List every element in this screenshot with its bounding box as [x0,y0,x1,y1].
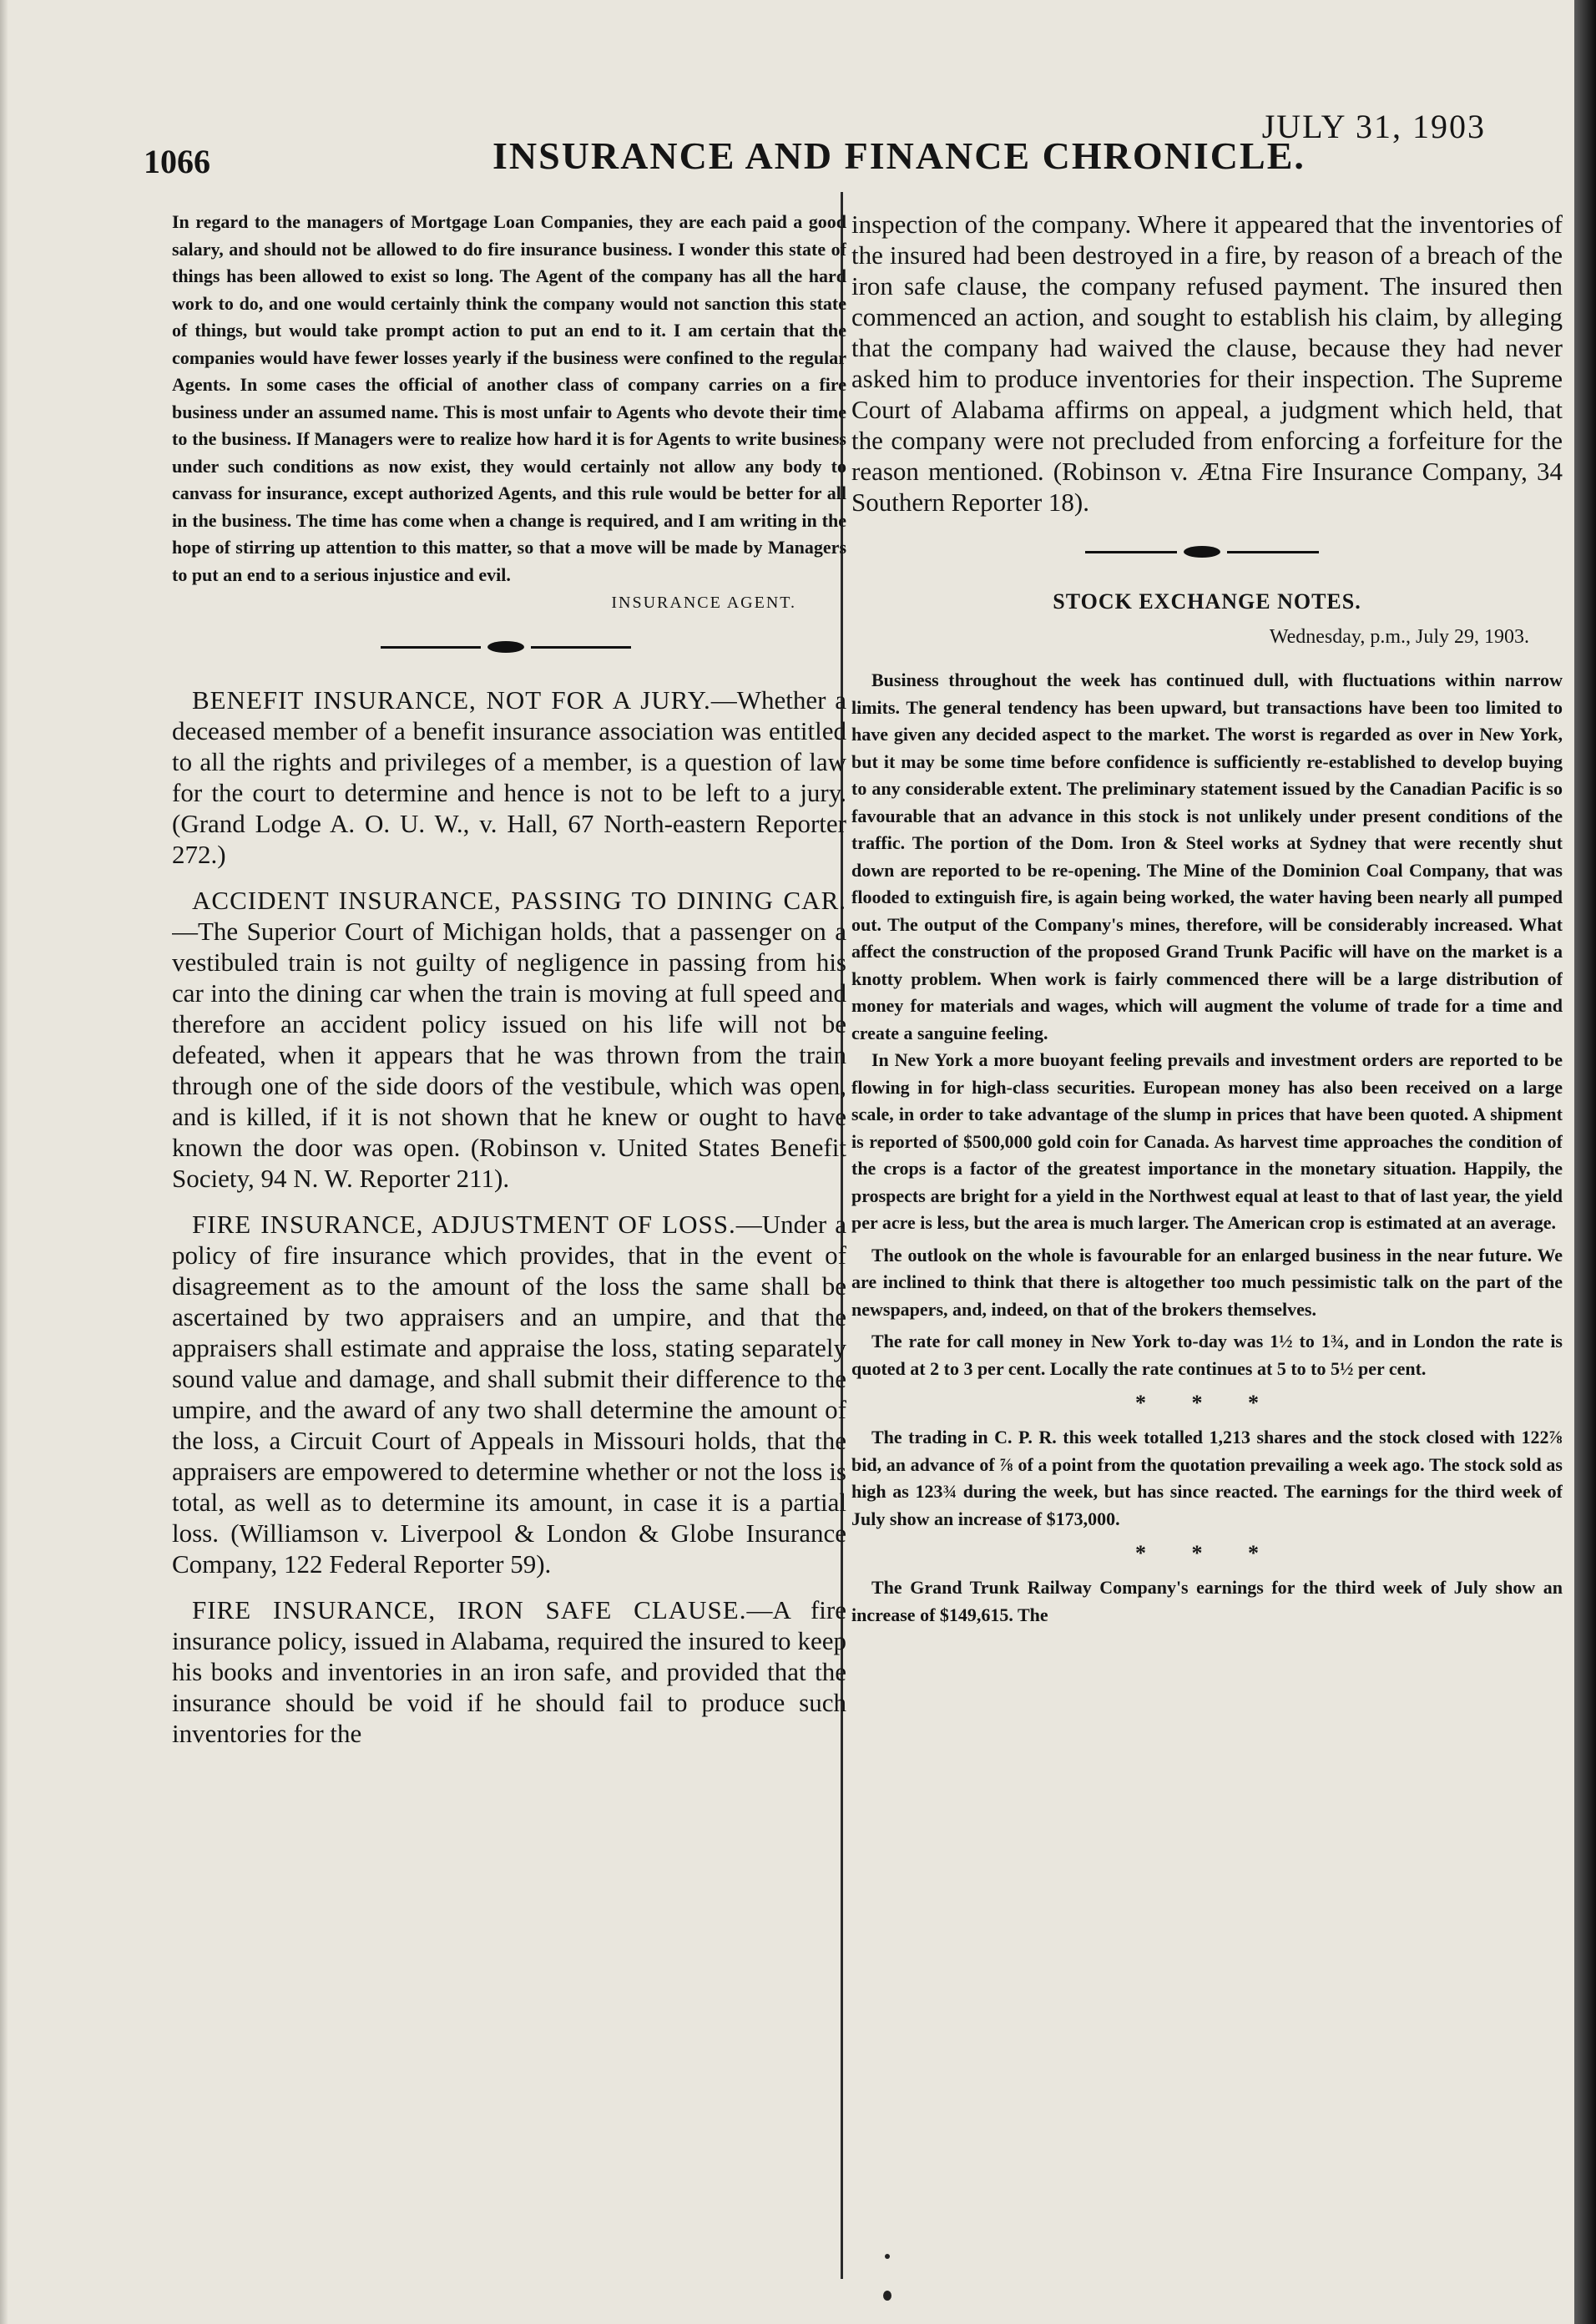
issue-date: JULY 31, 1903 [1261,108,1486,145]
stock-paragraph: Business throughout the week has continued dull, with fluctuations within narrow limits. The general tendency has been upward, but transactions have been too limited to have given any decided aspect to the market. The worst is regarded as over in New York, but it may be some time before confidence is sufficiently re-established to develop buying to any considerable extent. The preliminary statement issued by the Canadian Pacific is so favourable that an advance in this stock is not unlikely under present conditions of the traffic. The portion of the Dom. Iron & Steel works at Sydney that were recently shut down are reported to be re-opening. The Mine of the Dominion Coal Company, that was flooded to extinguish fire, is again being worked, the water having been nearly all pumped out. The output of the Company's mines, therefore, will be considerably increased. What affect the construction of the proposed Grand Trunk Pacific will have on the market is a knotty problem. When work is fairly commenced there will be a large distribution of money for materials and wages, which will augment the volume of trade for a time and create a sanguine feeling. [851,669,1563,1043]
ink-smudge [883,2291,891,2301]
section-stars: * * * [1135,1391,1279,1415]
item-body: —Under a policy of fire insurance which provides, that in the event of disagreement as to the amount of the loss the same shall be ascertained by two appraisers and an umpire, and that the appraisers shall estimate and appraise the loss, stating separately sound value and damage, and shall submit their difference to the umpire, and the award of any two shall determine the amount of the loss, a Circuit Court of Appeals in Missouri holds, that the appraisers are empowered to determine whether or not the loss is total, as well as to determine its amount, in case it is a partial loss. (Williamson v. Liverpool & London & Globe Insurance Company, 122 Federal Reporter 59). [172,1210,846,1579]
letter-signature: INSURANCE AGENT. [611,594,796,612]
iron-safe-continued: inspection of the company. Where it appeared that the inventories of the insured had been destroyed in a fire, by reason of a breach of the iron safe clause, the company refused payment. The insured then commenced an action, and sought to establish his claim, by alleging that the company had waived the clause, because they had never asked him to produce inventories for their inspection. The Supreme Court of Alabama affirms on appeal, a judgment which held, that the company were not precluded from enforcing a forfeiture for the reason mentioned. (Robinson v. Ætna Fire Insurance Company, 34 Southern Reporter 18). [851,210,1563,517]
page-header [142,107,1486,180]
item-body: —Whether a deceased member of a benefit insurance association was entitled to all the rights and privileges of a member, is a question of law for the court to determine and hence is not to be left to a jury. (Grand Lodge A. O. U. W., v. Hall, 67 North-eastern Reporter 272.) [172,685,846,869]
stock-dateline: Wednesday, p.m., July 29, 1903. [1269,626,1529,648]
stock-exchange-heading: STOCK EXCHANGE NOTES. [1053,589,1361,614]
item-benefit-insurance [172,685,846,870]
ink-smudge [885,2254,890,2259]
item-fire-iron-safe [172,1594,846,1749]
right-column [851,209,1563,2296]
item-heading: FIRE INSURANCE, IRON SAFE CLAUSE. [192,1595,747,1624]
scan-shadow-right [1574,0,1596,2324]
letter-text: In regard to the managers of Mortgage Loan Companies, they are each paid a good salary, and should not be allowed to do fire insurance business. I wonder this state of things has been allowed to exist so long. The Agent of the company has all the hard work to do, and one would certainly think the company would not sanction this state of things, but would take prompt action to put an end to it. I am certain that the companies would have fewer losses yearly if the business were confined to the regular Agents. In some cases the official of another class of company carries on a fire business under an assumed name. This is most unfair to Agents who devote their time to the business. If Managers were to realize how hard it is for Agents to write business under such conditions as now exist, they would certainly not allow any body to canvass for insurance, except authorized Agents, and this rule would be better for all in the business. The time has come when a change is required, and I am writing in the hope of stirring up attention to this matter, so that a move will be made by Managers to put an end to a serious injustice and evil. [172,211,846,585]
section-ornament [172,634,846,659]
item-accident-insurance [172,885,846,1194]
item-heading: ACCIDENT INSURANCE, PASSING TO DINING CAR. [192,886,846,915]
stock-paragraph: The trading in C. P. R. this week totalled 1,213 shares and the stock closed with 122⅞ bid, an advance of ⅞ of a point from the quotation prevailing a week ago. The stock sold as high as 123¾ during the week, but has since reacted. The earnings for the third week of July show an increase of $173,000. [851,1427,1563,1529]
item-body: —A fire insurance policy, issued in Alabama, required the insured to keep his books and inventories in an iron safe, and provided that the insurance should be void if he should fail to produce such inventories for the [172,1595,846,1748]
scan-shadow-left [0,0,8,2324]
item-heading: BENEFIT INSURANCE, NOT FOR A JURY. [192,685,711,715]
item-heading: FIRE INSURANCE, ADJUSTMENT OF LOSS. [192,1210,736,1239]
page-number: 1066 [144,143,210,180]
item-body: —The Superior Court of Michigan holds, that a passenger on a vestibuled train is not guilty of negligence in passing from his car into the dining car when the train is moving at full speed and therefore an accident policy issued on his life will not be defeated, when it appears that he was thrown from the train through one of the side doors of the vestibule, which was open, and is killed, if it is not shown that he knew or ought to have known the door was open. (Robinson v. United States Benefit Society, 94 N. W. Reporter 211). [172,917,846,1193]
section-stars: * * * [1135,1541,1279,1565]
stock-paragraph: The Grand Trunk Railway Company's earnings for the third week of July show an increase of $149,615. The [851,1577,1563,1625]
stock-paragraph: In New York a more buoyant feeling prevails and investment orders are reported to be flowing in for high-class securities. European money has also been received on a large scale, in order to take advantage of the slump in prices that have been quoted. A shipment is reported of $500,000 gold coin for Canada. As harvest time approaches the condition of the crops is a factor of the greatest importance in the monetary situation. Happily, the prospects are bright for a yield in the Northwest equal at least to that of last year, the yield per acre is less, but the area is much larger. The American crop is estimated at an average. [851,1049,1563,1233]
stock-paragraph: The rate for call money in New York to-day was 1½ to 1¾, and in London the rate is quoted at 2 to 3 per cent. Locally the rate continues at 5 to to 5½ per cent. [851,1331,1563,1379]
journal-title: INSURANCE AND FINANCE CHRONICLE. [492,134,1306,177]
stock-paragraph: The outlook on the whole is favourable for an enlarged business in the near future. We are inclined to think that there is altogether too much pessimistic talk on the part of the newspapers, and, indeed, on that of the brokers themselves. [851,1244,1563,1320]
item-fire-adjustment [172,1209,846,1579]
left-column [172,209,846,2296]
section-ornament [851,539,1563,564]
